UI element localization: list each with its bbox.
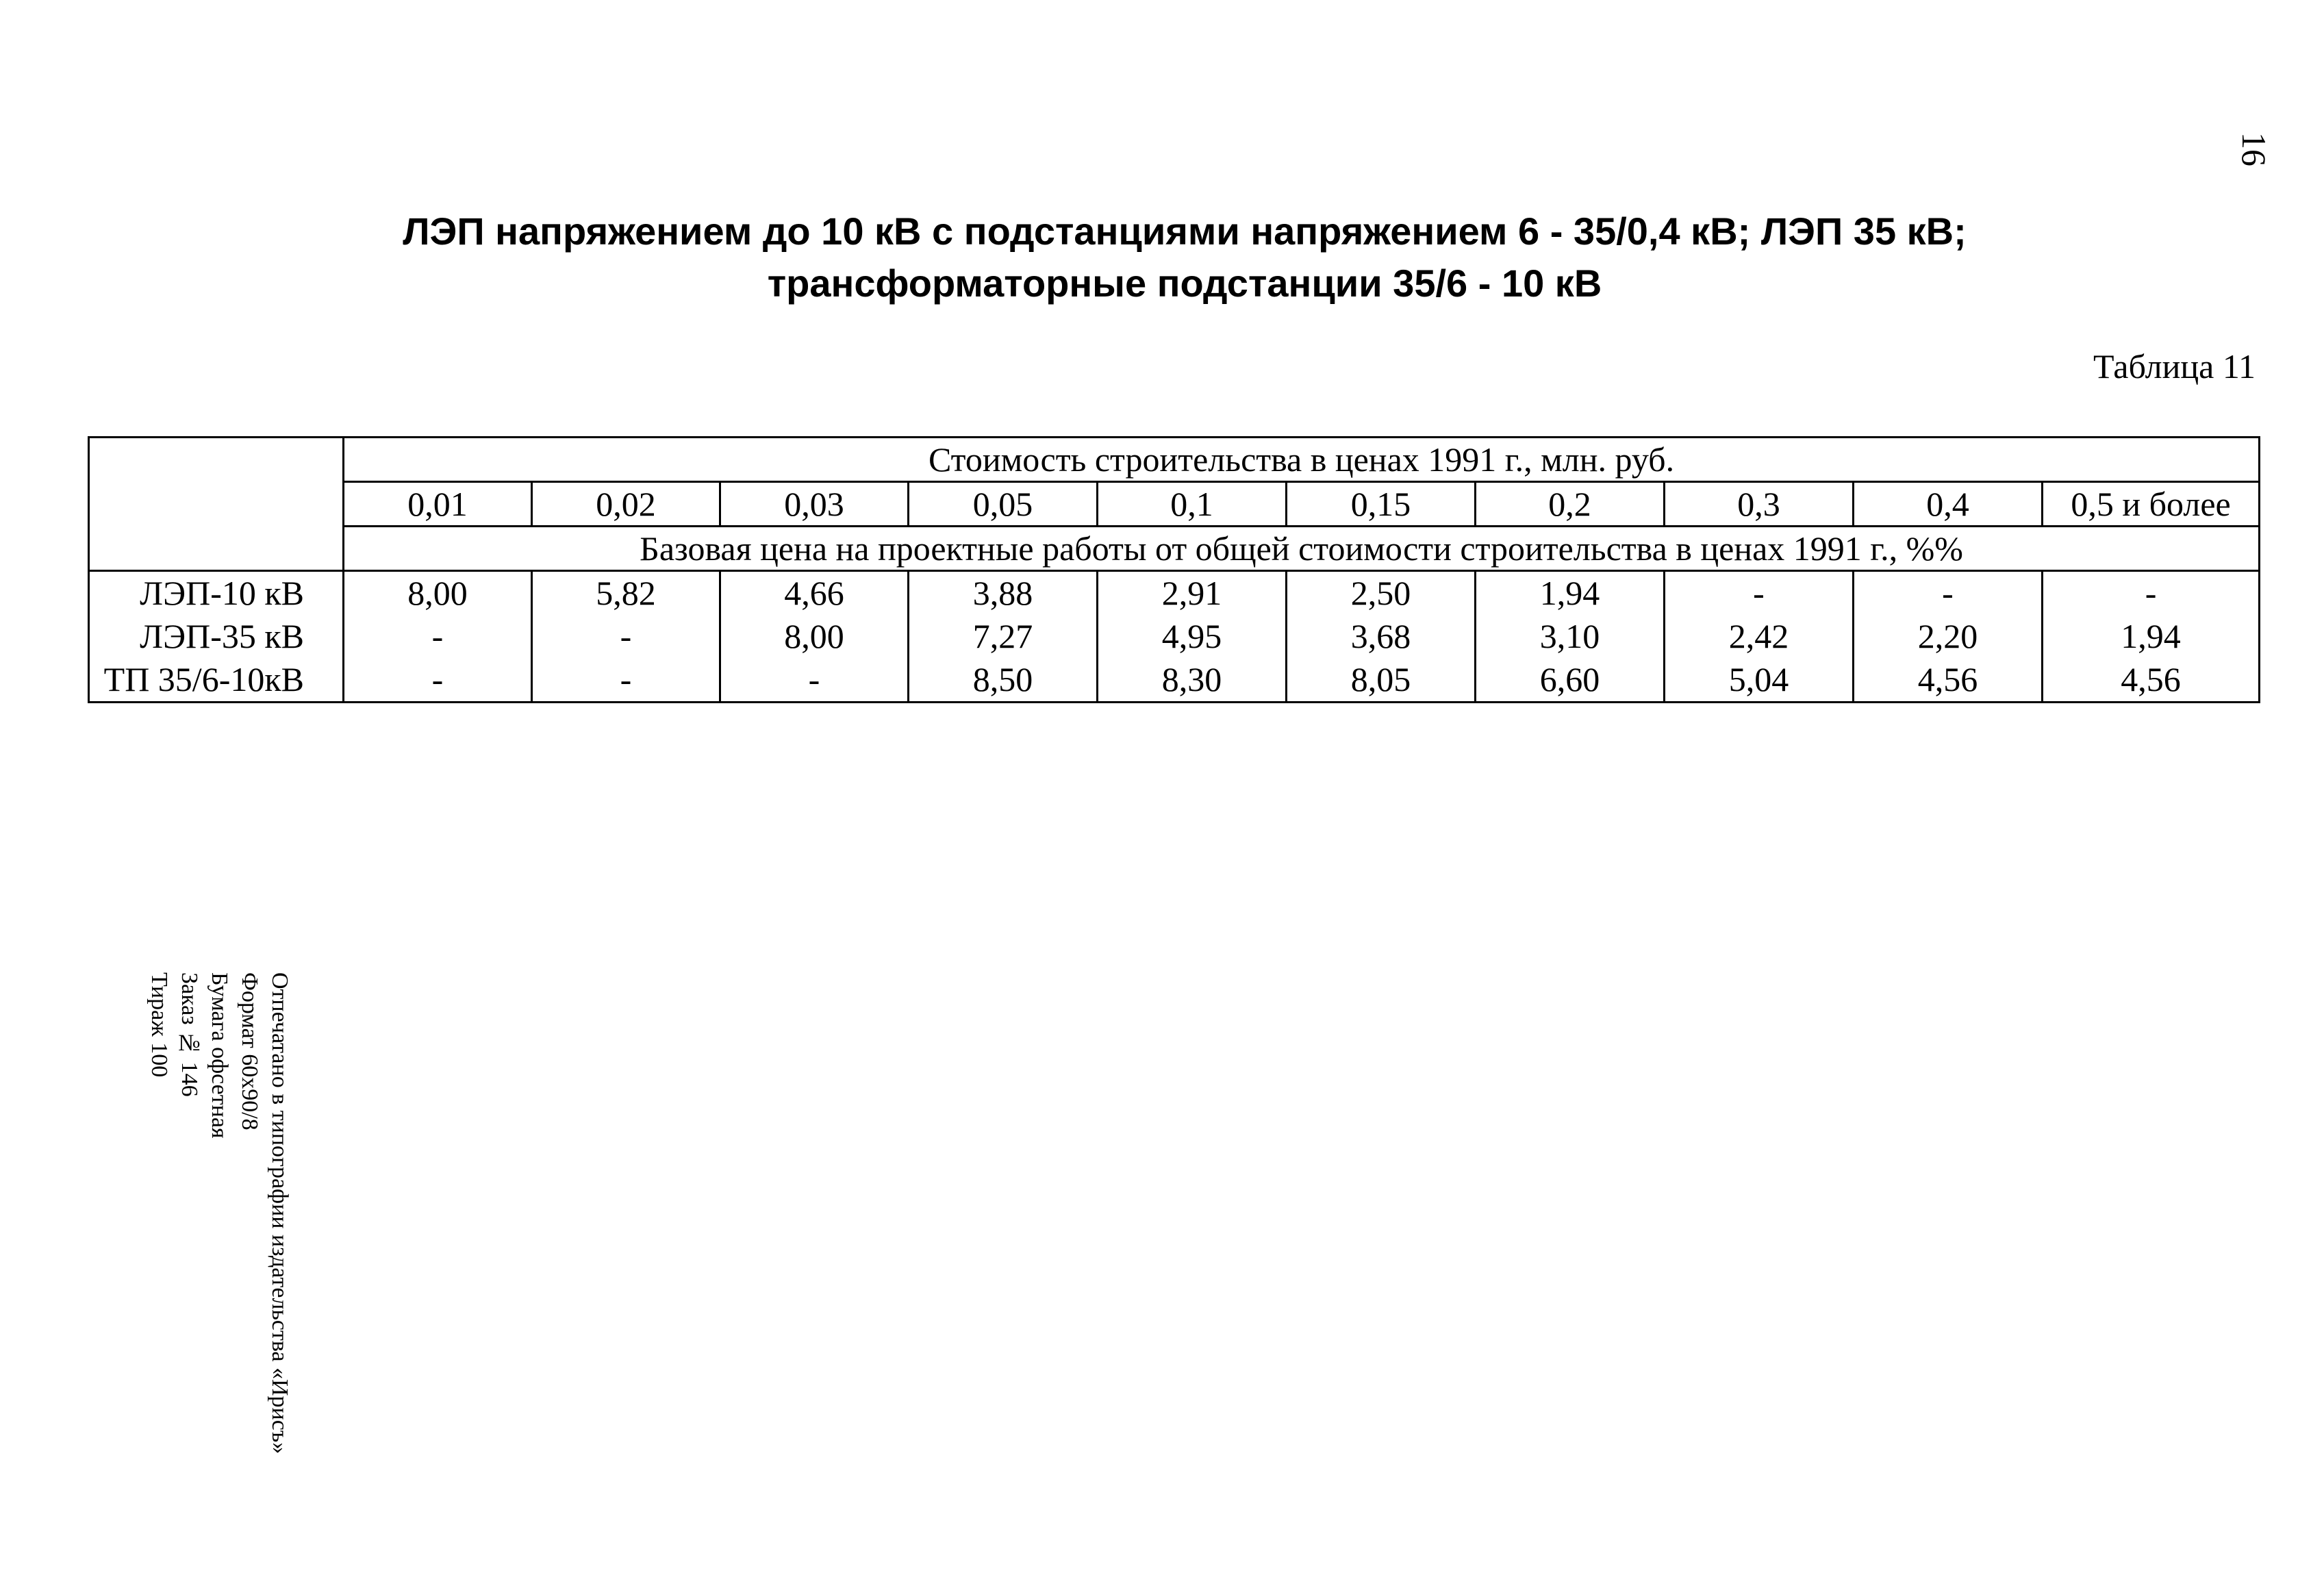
table-cell: - (1665, 571, 1854, 616)
table-row (89, 615, 2260, 658)
colophon (144, 972, 294, 1454)
colophon-line: Тираж 100 (147, 972, 172, 1078)
table-cell: 2,42 (1665, 615, 1854, 658)
table-cell: - (720, 658, 909, 703)
title-line-1: ЛЭП напряжением до 10 кВ с подстанциями напряжением 6 - 35/0,4 кВ; ЛЭП 35 кВ; (403, 210, 1967, 253)
table-cell: 7,27 (909, 615, 1098, 658)
table-cell: 1,94 (2043, 615, 2260, 658)
table-cell: 5,04 (1665, 658, 1854, 703)
table-cell: 3,68 (1287, 615, 1476, 658)
table-cell: 4,66 (720, 571, 909, 616)
colophon-line: Формат 60х90/8 (237, 972, 262, 1130)
table-cell: - (2043, 571, 2260, 616)
cost-column: 0,02 (532, 482, 720, 527)
table-cell: - (344, 658, 532, 703)
cost-column: 0,05 (909, 482, 1098, 527)
title-line-2: трансформаторные подстанции 35/6 - 10 кВ (767, 262, 1602, 305)
colophon-line: Заказ № 146 (177, 972, 202, 1097)
table-cell: 2,91 (1098, 571, 1287, 616)
table-cell: 3,88 (909, 571, 1098, 616)
cost-column: 0,3 (1665, 482, 1854, 527)
table-cell: - (1854, 571, 2043, 616)
price-header: Базовая цена на проектные работы от общей стоимости строительства в ценах 1991 г., %% (344, 527, 2260, 571)
table-cell: 2,20 (1854, 615, 2043, 658)
table-cell: 8,30 (1098, 658, 1287, 703)
cost-column: 0,03 (720, 482, 909, 527)
table-row (89, 658, 2260, 703)
row-label: ЛЭП-35 кВ (89, 615, 344, 658)
table-cell: 6,60 (1476, 658, 1665, 703)
table-cell: 4,56 (2043, 658, 2260, 703)
table-cell: 5,82 (532, 571, 720, 616)
cost-column: 0,1 (1098, 482, 1287, 527)
table-cell: - (344, 615, 532, 658)
table-cell: 8,50 (909, 658, 1098, 703)
table-row (89, 571, 2260, 616)
table-cell: 1,94 (1476, 571, 1665, 616)
page-number: 16 (2235, 132, 2273, 166)
cost-column: 0,01 (344, 482, 532, 527)
table-cell: - (532, 615, 720, 658)
price-table (88, 436, 2260, 703)
page-title (171, 205, 2198, 309)
colophon-line: Бумага офсетная (207, 972, 232, 1139)
cost-column: 0,15 (1287, 482, 1476, 527)
cost-header: Стоимость строительства в ценах 1991 г., млн. руб. (344, 438, 2260, 482)
table-cell: 8,00 (344, 571, 532, 616)
colophon-line: Отпечатано в типографии издательства «Ирисъ» (267, 972, 292, 1454)
table-cell: 4,95 (1098, 615, 1287, 658)
table-cell: 3,10 (1476, 615, 1665, 658)
table-label: Таблица 11 (2093, 347, 2256, 386)
table-cell: 8,05 (1287, 658, 1476, 703)
cost-column: 0,2 (1476, 482, 1665, 527)
row-label: ТП 35/6-10кВ (89, 658, 344, 703)
row-label: ЛЭП-10 кВ (89, 571, 344, 616)
table-cell: - (532, 658, 720, 703)
table-cell: 2,50 (1287, 571, 1476, 616)
cost-column: 0,4 (1854, 482, 2043, 527)
corner-cell (89, 438, 344, 571)
table-cell: 4,56 (1854, 658, 2043, 703)
cost-column: 0,5 и более (2043, 482, 2260, 527)
table-cell: 8,00 (720, 615, 909, 658)
